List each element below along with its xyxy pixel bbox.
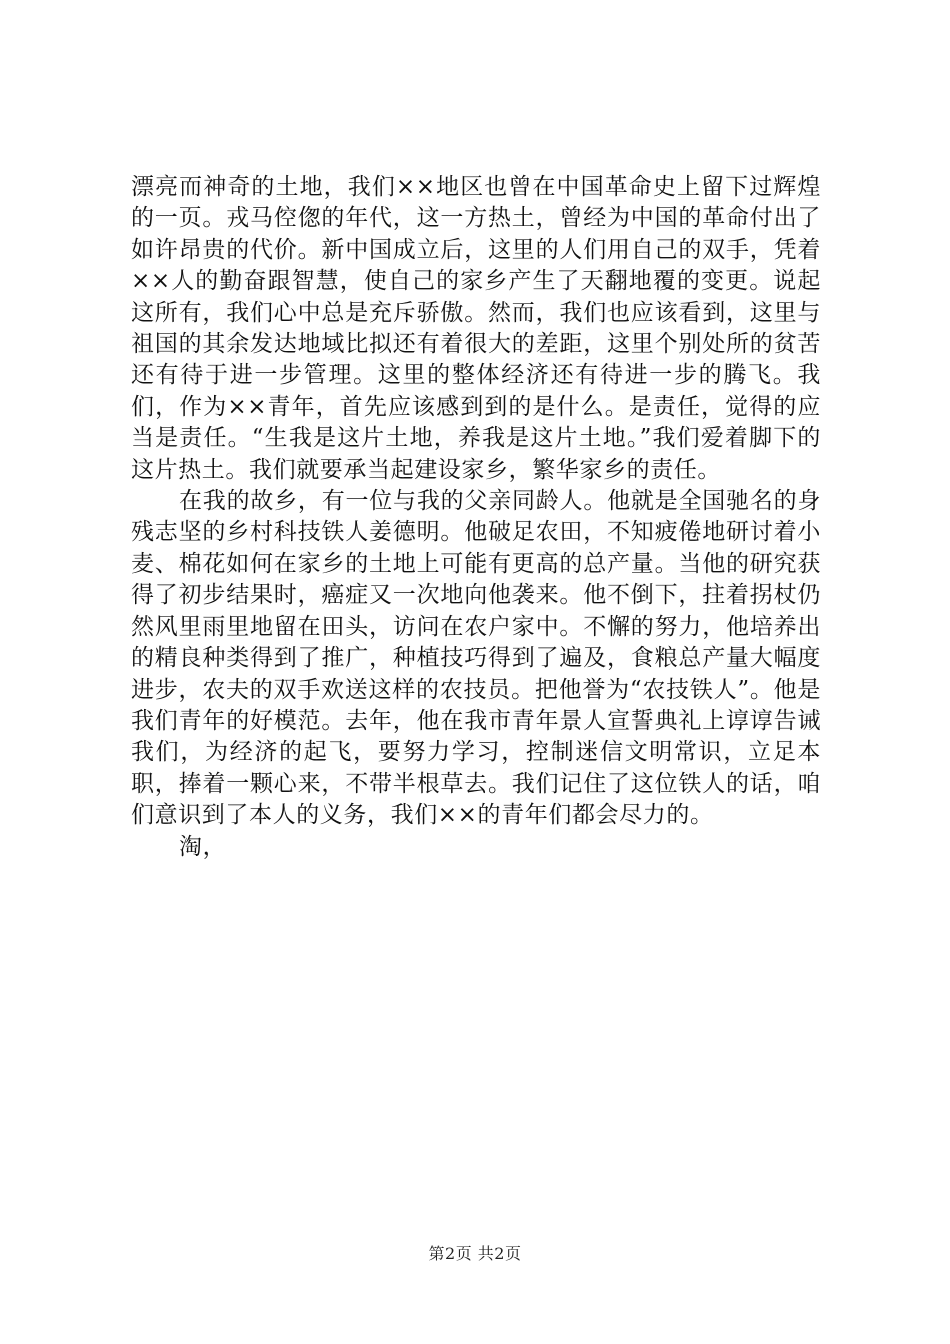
paragraph-1: 漂亮而神奇的土地，我们××地区也曾在中国革命史上留下过辉煌的一页。戎马倥偬的年代，这一方热土，曾经为中国的革命付出了如许昂贵的代价。新中国成立后，这里的人们用自己的双手，凭着××人的勤奋跟智慧，使自己的家乡产生了天翻地覆的变更。说起这所有，我们心中总是充斥骄傲。然而，我们也应该看到，这里与祖国的其余发达地域比拟还有着很大的差距，这里个别处所的贫苦还有待于进一步管理。这里的整体经济还有待进一步的腾飞。我们，作为××青年，首先应该感到到的是什么。是责任，觉得的应当是责任。“生我是这片土地，养我是这片土地。”我们爱着脚下的这片热土。我们就要承当起建设家乡，繁华家乡的责任。 bbox=[131, 174, 821, 483]
paragraph-2: 在我的故乡，有一位与我的父亲同龄人。他就是全国驰名的身残志坚的乡村科技铁人姜德明。他破足农田，不知疲倦地研讨着小麦、棉花如何在家乡的土地上可能有更高的总产量。当他的研究获得了初步结果时，癌症又一次地向他袭来。他不倒下，拄着拐杖仍然风里雨里地留在田头，访问在农户家中。不懈的努力，他培养出的精良种类得到了推广，种植技巧得到了遍及，食粮总产量大幅度进步，农夫的双手欢送这样的农技员。把他誉为“农技铁人”。他是我们青年的好模范。去年，他在我市青年景人宣誓典礼上谆谆告诫我们，为经济的起飞，要努力学习，控制迷信文明常识，立足本职，捧着一颗心来，不带半根草去。我们记住了这位铁人的话，咱们意识到了本人的义务，我们××的青年们都会尽力的。 bbox=[131, 488, 821, 829]
document-body bbox=[131, 172, 821, 863]
paragraph-3: 淘， bbox=[179, 833, 227, 860]
page-footer: 第2页 共2页 bbox=[428, 1244, 522, 1263]
